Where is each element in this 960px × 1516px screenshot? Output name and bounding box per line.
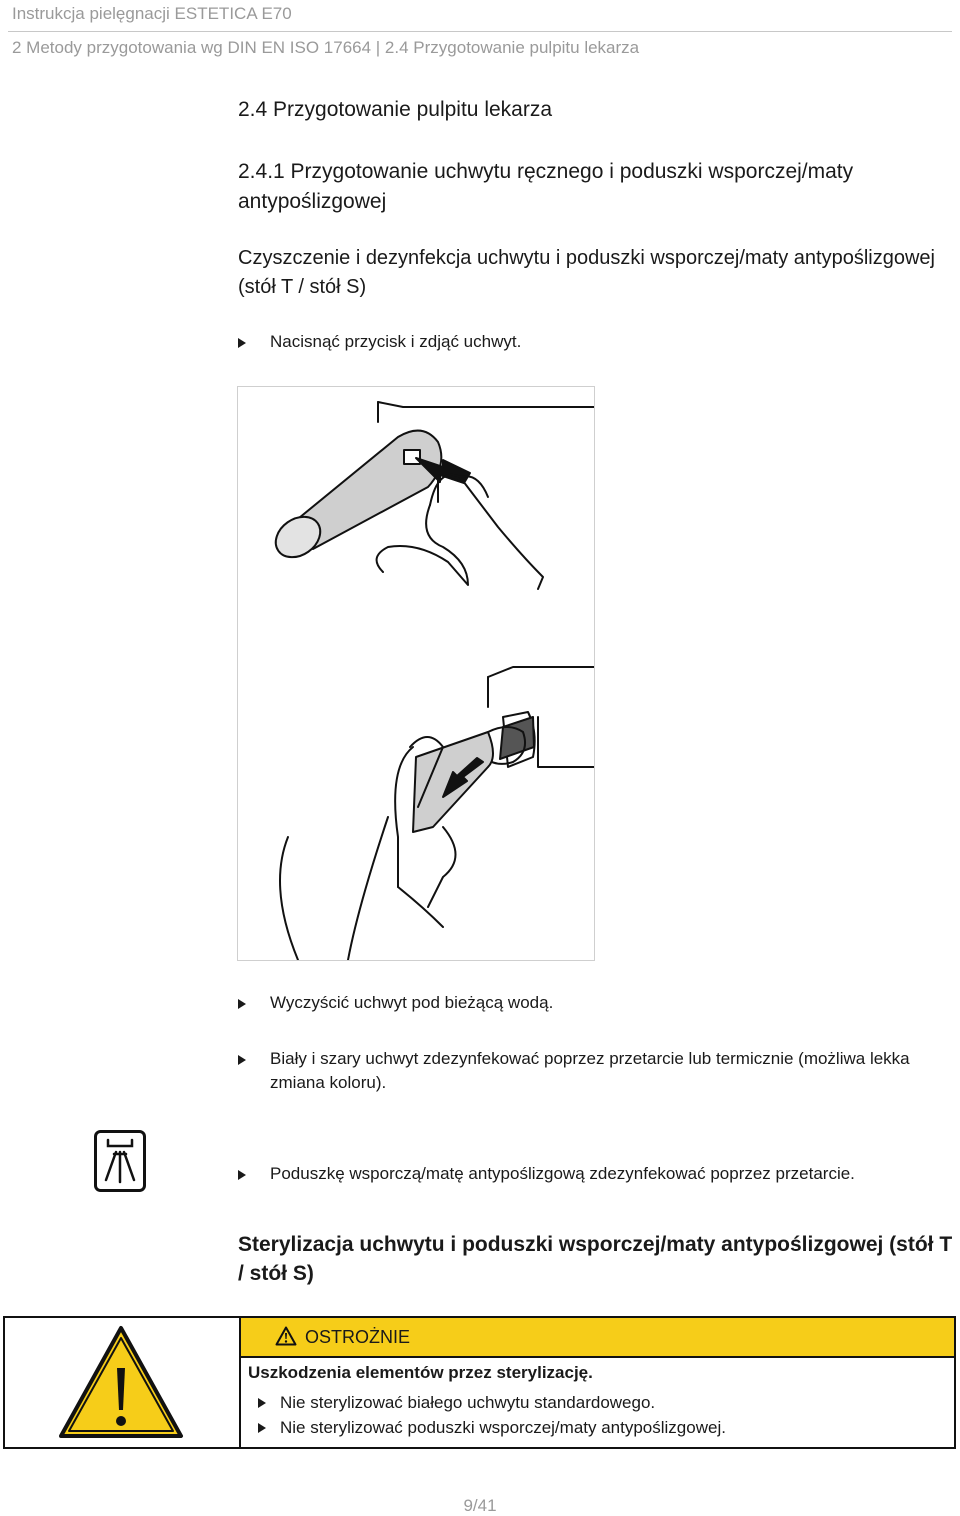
bullet-triangle-icon	[238, 1055, 246, 1065]
caution-list-item	[248, 1392, 950, 1413]
step-item	[238, 991, 954, 1015]
wipe-disinfection-icon	[94, 1130, 146, 1192]
subsection-heading: 2.4.1 Przygotowanie uchwytu ręcznego i poduszki wsporczej/maty antypoślizgowej	[238, 160, 854, 213]
caution-body	[248, 1363, 950, 1438]
sterilization-heading: Sterylizacja uchwytu i poduszki wsporczej/maty antypoślizgowej (stół T / stół S)	[238, 1233, 953, 1285]
document-title: Instrukcja pielęgnacji ESTETICA E70	[12, 4, 292, 23]
step-item	[238, 330, 954, 354]
step-text: Biały i szary uchwyt zdezynfekować poprzez przetarcie lub termicznie (możliwa lekka zmiana koloru).	[270, 1049, 910, 1092]
caution-header	[241, 1318, 954, 1358]
handle-removal-illustration	[237, 386, 595, 961]
step-text: Wyczyścić uchwyt pod bieżącą wodą.	[270, 993, 554, 1012]
caution-title: Uszkodzenia elementów przez sterylizację.	[248, 1363, 593, 1382]
step-item	[238, 1162, 954, 1186]
page-number: 9/41	[463, 1496, 497, 1515]
caution-symbol-panel	[5, 1318, 241, 1447]
caution-list-item	[248, 1417, 950, 1438]
header-divider	[8, 31, 952, 32]
step-item	[238, 1047, 954, 1095]
bullet-triangle-icon	[238, 338, 246, 348]
step-text: Poduszkę wsporczą/matę antypoślizgową zdezynfekować poprzez przetarcie.	[270, 1164, 855, 1183]
bullet-triangle-icon	[238, 999, 246, 1009]
warning-small-icon	[275, 1326, 297, 1346]
caution-item-text: Nie sterylizować białego uchwytu standardowego.	[280, 1393, 656, 1412]
warning-triangle-icon	[5, 1318, 237, 1447]
caution-box	[3, 1316, 956, 1449]
breadcrumb: 2 Metody przygotowania wg DIN EN ISO 17664 | 2.4 Przygotowanie pulpitu lekarza	[12, 38, 640, 57]
section-heading: 2.4 Przygotowanie pulpitu lekarza	[238, 98, 553, 121]
cleaning-heading: Czyszczenie i dezynfekcja uchwytu i poduszki wsporczej/maty antypoślizgowej (stół T / stół S)	[238, 247, 935, 298]
caution-label: OSTROŻNIE	[305, 1327, 411, 1347]
bullet-triangle-icon	[258, 1423, 266, 1433]
bullet-triangle-icon	[258, 1398, 266, 1408]
step-text: Nacisnąć przycisk i zdjąć uchwyt.	[270, 332, 522, 351]
caution-item-text: Nie sterylizować poduszki wsporczej/maty antypoślizgowej.	[280, 1418, 726, 1437]
handle-illustration-svg	[238, 387, 594, 960]
bullet-triangle-icon	[238, 1170, 246, 1180]
